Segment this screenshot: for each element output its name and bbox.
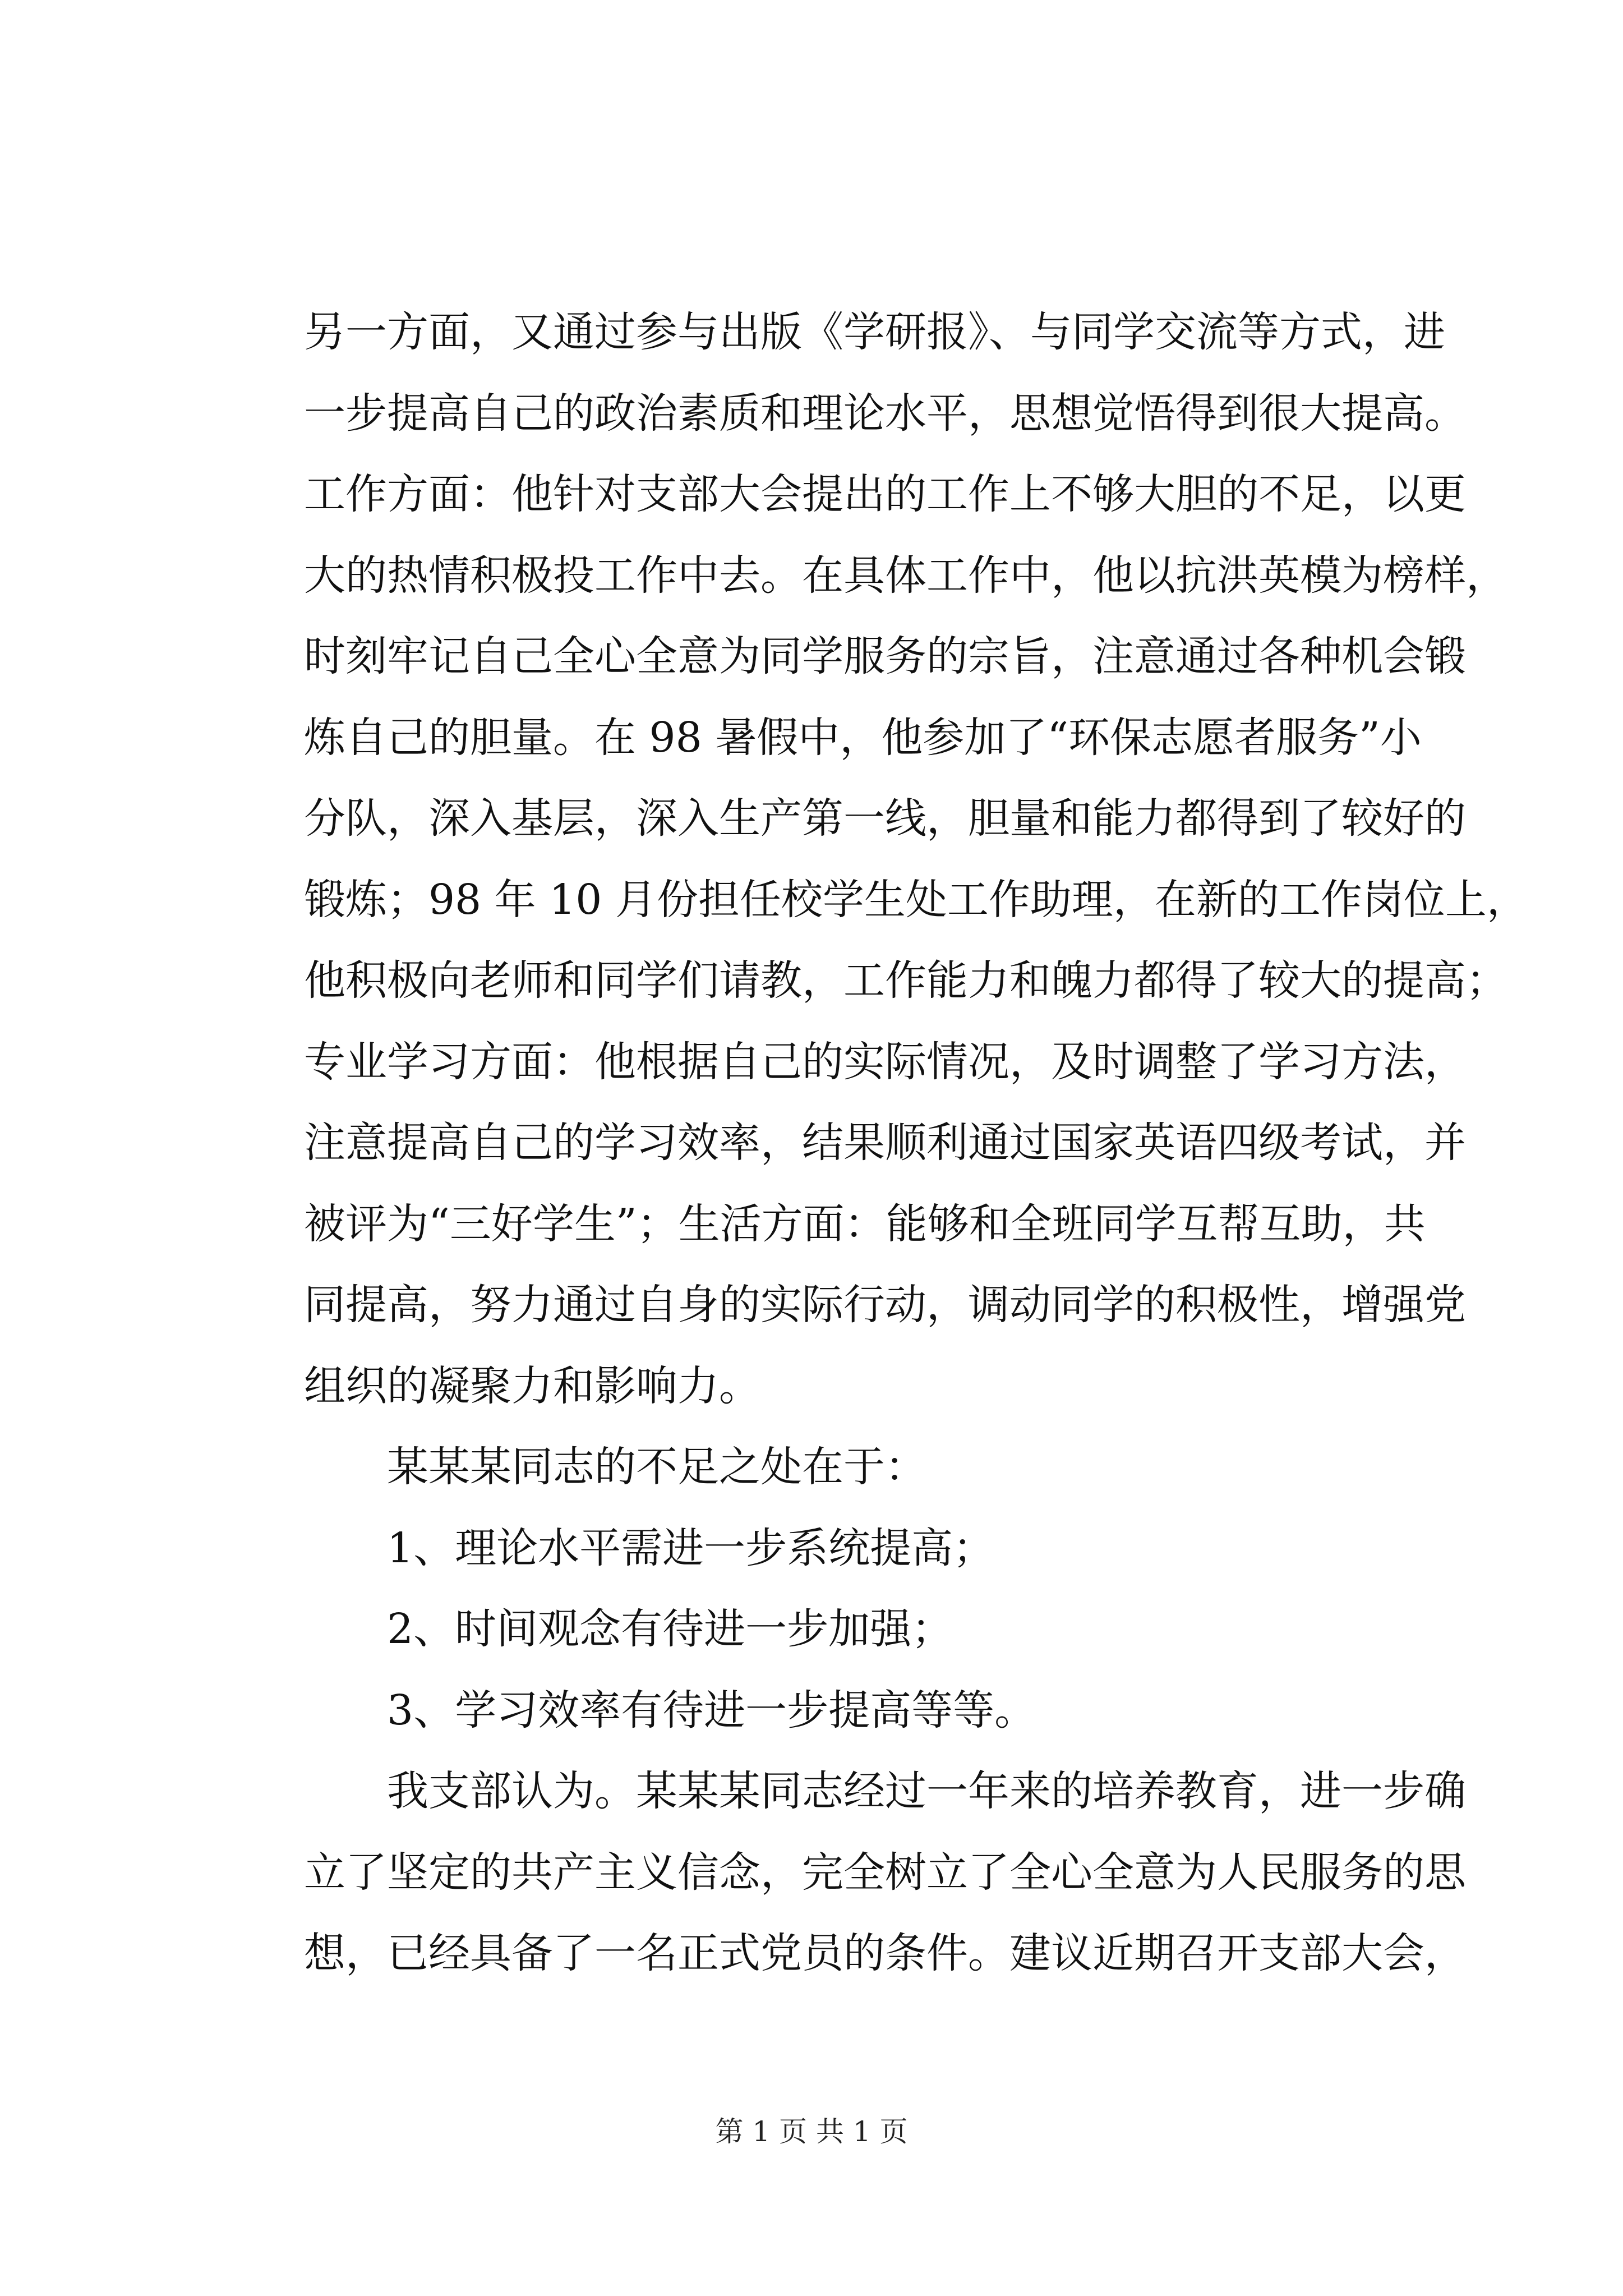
text-line: 他积极向老师和同学们请教，工作能力和魄力都得了较大的提高；: [304, 956, 1507, 1005]
text-line: 专业学习方面：他根据自己的实际情况，及时调整了学习方法，: [304, 1037, 1466, 1086]
text-line: 想，已经具备了一名正式党员的条件。建议近期召开支部大会，: [304, 1929, 1466, 1977]
text-line: 炼自己的胆量。在 98 暑假中，他参加了“环保志愿者服务”小: [304, 713, 1422, 762]
text-line: 某某某同志的不足之处在于：: [304, 1443, 926, 1491]
text-line: 3、学习效率有待进一步提高等等。: [304, 1686, 1036, 1734]
text-line: 工作方面：他针对支部大会提出的工作上不够大胆的不足，以更: [304, 470, 1466, 518]
text-line: 另一方面，又通过参与出版《学研报》、与同学交流等方式，进: [304, 308, 1445, 356]
text-line: 大的热情积极投工作中去。在具体工作中，他以抗洪英模为榜样，: [304, 551, 1507, 600]
document-body: [304, 292, 1528, 1994]
text-line: 2、时间观念有待进一步加强；: [304, 1605, 953, 1653]
text-line: 锻炼；98 年 10 月份担任校学生处工作助理，在新的工作岗位上，: [304, 875, 1528, 924]
text-line: 同提高，努力通过自身的实际行动，调动同学的积极性，增强党: [304, 1281, 1466, 1329]
page-footer: 第 1 页 共 1 页: [715, 2115, 908, 2148]
text-line: 被评为“三好学生”；生活方面：能够和全班同学互帮互助，共: [304, 1199, 1426, 1248]
text-line: 一步提高自己的政治素质和理论水平，思想觉悟得到很大提高。: [304, 389, 1466, 438]
text-line: 组织的凝聚力和影响力。: [304, 1361, 760, 1410]
text-line: 注意提高自己的学习效率，结果顺利通过国家英语四级考试，并: [304, 1119, 1466, 1167]
text-line: 分队，深入基层，深入生产第一线，胆量和能力都得到了较好的: [304, 794, 1466, 843]
text-line: 立了坚定的共产主义信念，完全树立了全心全意为人民服务的思: [304, 1848, 1466, 1897]
text-line: 1、理论水平需进一步系统提高；: [304, 1524, 995, 1572]
text-line: 我支部认为。某某某同志经过一年来的培养教育，进一步确: [304, 1767, 1466, 1815]
text-line: 时刻牢记自己全心全意为同学服务的宗旨，注意通过各种机会锻: [304, 632, 1466, 680]
